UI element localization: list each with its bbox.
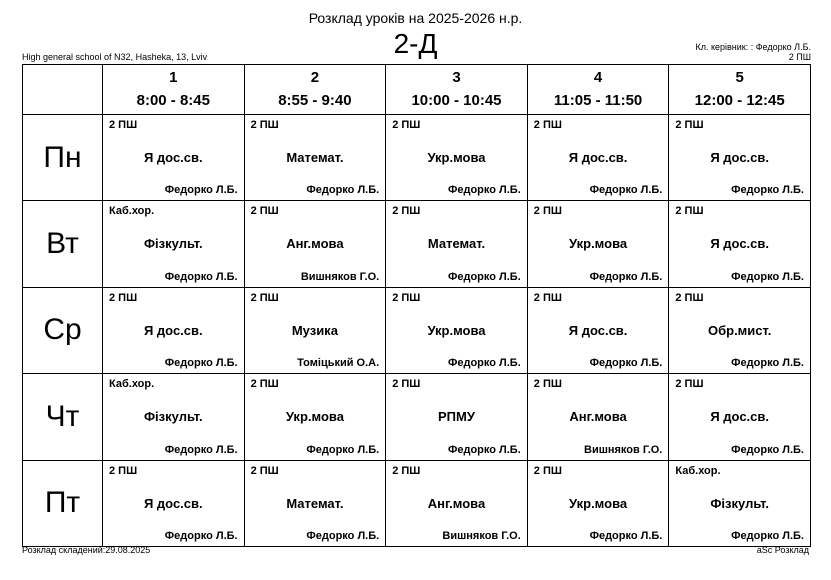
lesson-cell [669, 115, 811, 201]
lesson-teacher: Федорко Л.Б. [306, 529, 380, 542]
lesson-room: 2 ПШ [250, 119, 279, 131]
period-time: 11:05 - 11:50 [553, 92, 643, 109]
lesson-room: 2 ПШ [250, 291, 279, 304]
lesson-subject: Математ. [427, 236, 486, 252]
period-number: 5 [735, 69, 744, 86]
lesson-cell [386, 374, 528, 460]
lesson-room: 2 ПШ [533, 378, 562, 391]
lesson-subject: Анг.мова [286, 236, 344, 252]
lesson-teacher: Федорко Л.Б. [164, 529, 238, 542]
lesson-subject: Музика [291, 322, 338, 338]
lesson-subject: Анг.мова [427, 495, 486, 511]
lesson-teacher: Федорко Л.Б. [164, 184, 238, 197]
lesson-teacher: Федорко Л.Б. [731, 529, 804, 542]
lesson-cell [103, 374, 245, 460]
lesson-teacher: Вишняков Г.О. [442, 529, 521, 542]
lesson-room: 2 ПШ [392, 378, 421, 391]
lesson-cell [103, 201, 245, 287]
lesson-cell [244, 115, 386, 201]
day-row-thursday [23, 374, 811, 460]
lesson-room: Каб.хор. [109, 378, 155, 391]
lesson-room: 2 ПШ [392, 291, 421, 304]
lesson-teacher: Федорко Л.Б. [447, 357, 521, 370]
lesson-subject: Укр.мова [569, 236, 628, 252]
lesson-room: 2 ПШ [250, 464, 279, 477]
lesson-subject: Я дос.св. [568, 322, 628, 338]
lesson-cell [386, 287, 528, 373]
lesson-room: Каб.хор. [109, 205, 155, 218]
lesson-room: 2 ПШ [392, 205, 421, 218]
lesson-room: 2 ПШ [533, 119, 562, 131]
lesson-cell [527, 287, 669, 373]
lesson-room: 2 ПШ [533, 291, 562, 304]
lesson-teacher: Федорко Л.Б. [164, 357, 238, 370]
lesson-room: 2 ПШ [109, 464, 138, 477]
period-header-5 [669, 65, 811, 115]
period-time: 8:55 - 9:40 [278, 92, 352, 109]
lesson-cell [244, 201, 386, 287]
lesson-subject: РПМУ [438, 409, 475, 425]
period-time: 12:00 - 12:45 [694, 92, 785, 109]
class-teacher-info [695, 42, 811, 62]
lesson-room: 2 ПШ [250, 205, 279, 218]
lesson-teacher: Вишняков Г.О. [584, 443, 663, 456]
period-header-1 [103, 65, 245, 115]
period-number: 2 [310, 69, 320, 86]
lesson-cell [103, 460, 245, 546]
period-time: 10:00 - 10:45 [411, 92, 502, 109]
created-date: Розклад складений:29.08.2025 [22, 545, 151, 555]
period-header-row [23, 65, 811, 115]
day-label: Пт [23, 460, 103, 546]
lesson-teacher: Федорко Л.Б. [306, 184, 380, 197]
lesson-cell [527, 374, 669, 460]
lesson-subject: Я дос.св. [143, 495, 203, 511]
lesson-cell [669, 201, 811, 287]
lesson-subject: Я дос.св. [143, 150, 203, 165]
lesson-teacher: Федорко Л.Б. [589, 184, 663, 197]
lesson-room: 2 ПШ [675, 119, 704, 131]
lesson-room: 2 ПШ [533, 205, 562, 218]
lesson-teacher: Федорко Л.Б. [447, 184, 521, 197]
lesson-cell [244, 287, 386, 373]
class-teacher-room: 2 ПШ [788, 52, 811, 62]
lesson-cell [386, 115, 528, 201]
lesson-cell [669, 374, 811, 460]
lesson-teacher: Федорко Л.Б. [447, 270, 521, 283]
lesson-subject: Фізкульт. [710, 495, 770, 511]
school-name: High general school of N32, Hasheka, 13, Lviv [22, 52, 208, 62]
lesson-cell [386, 460, 528, 546]
lesson-subject: Математ. [286, 495, 344, 511]
lesson-cell [103, 287, 245, 373]
period-header-4 [527, 65, 669, 115]
lesson-room: 2 ПШ [392, 119, 421, 131]
period-header-2 [244, 65, 386, 115]
lesson-subject: Математ. [286, 150, 344, 165]
lesson-cell [527, 460, 669, 546]
lesson-subject: Я дос.св. [143, 322, 203, 338]
day-label: Вт [23, 201, 103, 287]
lesson-subject: Анг.мова [569, 409, 627, 425]
lesson-teacher: Федорко Л.Б. [589, 357, 663, 370]
lesson-teacher: Федорко Л.Б. [164, 270, 238, 283]
lesson-cell [103, 115, 245, 201]
timetable-grid [22, 64, 811, 547]
period-header-3 [386, 65, 528, 115]
day-row-wednesday [23, 287, 811, 373]
lesson-room: 2 ПШ [533, 464, 562, 477]
period-number: 3 [452, 69, 461, 86]
lesson-subject: Я дос.св. [710, 150, 769, 165]
period-number: 4 [593, 69, 603, 86]
lesson-subject: Фізкульт. [143, 409, 203, 425]
day-row-monday [23, 115, 811, 201]
lesson-teacher: Федорко Л.Б. [164, 443, 238, 456]
lesson-cell [527, 201, 669, 287]
lesson-teacher: Федорко Л.Б. [731, 357, 804, 370]
lesson-teacher: Федорко Л.Б. [306, 443, 380, 456]
lesson-teacher: Федорко Л.Б. [447, 443, 521, 456]
lesson-room: 2 ПШ [675, 205, 704, 218]
day-label: Пн [23, 115, 103, 201]
lesson-cell [669, 460, 811, 546]
brand-label: aSc Розклад [756, 545, 809, 555]
lesson-cell [386, 201, 528, 287]
lesson-room: 2 ПШ [675, 291, 704, 304]
lesson-room: 2 ПШ [250, 378, 279, 391]
lesson-cell [244, 460, 386, 546]
lesson-subject: Обр.мист. [707, 322, 772, 338]
lesson-subject: Я дос.св. [710, 409, 769, 425]
lesson-room: Каб.хор. [675, 464, 721, 477]
lesson-teacher: Томіцький О.А. [297, 357, 380, 370]
lesson-subject: Я дос.св. [710, 236, 769, 252]
lesson-teacher: Вишняков Г.О. [300, 270, 380, 283]
lesson-subject: Фізкульт. [143, 236, 203, 252]
class-name: 2-Д [393, 28, 438, 59]
lesson-subject: Укр.мова [285, 409, 344, 425]
day-row-friday [23, 460, 811, 546]
lesson-cell [244, 374, 386, 460]
period-number: 1 [169, 69, 178, 86]
lesson-room: 2 ПШ [392, 464, 421, 477]
corner-cell [23, 65, 103, 115]
lesson-teacher: Федорко Л.Б. [589, 529, 663, 542]
lesson-room: 2 ПШ [675, 378, 704, 391]
lesson-room: 2 ПШ [109, 291, 138, 304]
lesson-teacher: Федорко Л.Б. [731, 443, 804, 456]
lesson-subject: Укр.мова [569, 495, 628, 511]
lesson-teacher: Федорко Л.Б. [589, 270, 663, 283]
class-teacher-label: Кл. керівник: : Федорко Л.Б. [695, 42, 811, 52]
day-label: Чт [23, 374, 103, 460]
lesson-cell [527, 115, 669, 201]
period-time: 8:00 - 8:45 [136, 92, 210, 109]
lesson-subject: Я дос.св. [568, 150, 628, 165]
day-label: Ср [23, 287, 103, 373]
page-title: Розклад уроків на 2025-2026 н.р. [308, 10, 523, 26]
lesson-teacher: Федорко Л.Б. [731, 184, 804, 197]
lesson-room: 2 ПШ [109, 119, 138, 131]
lesson-subject: Укр.мова [427, 150, 486, 165]
lesson-subject: Укр.мова [427, 322, 486, 338]
lesson-teacher: Федорко Л.Б. [731, 270, 804, 283]
lesson-cell [669, 287, 811, 373]
day-row-tuesday [23, 201, 811, 287]
